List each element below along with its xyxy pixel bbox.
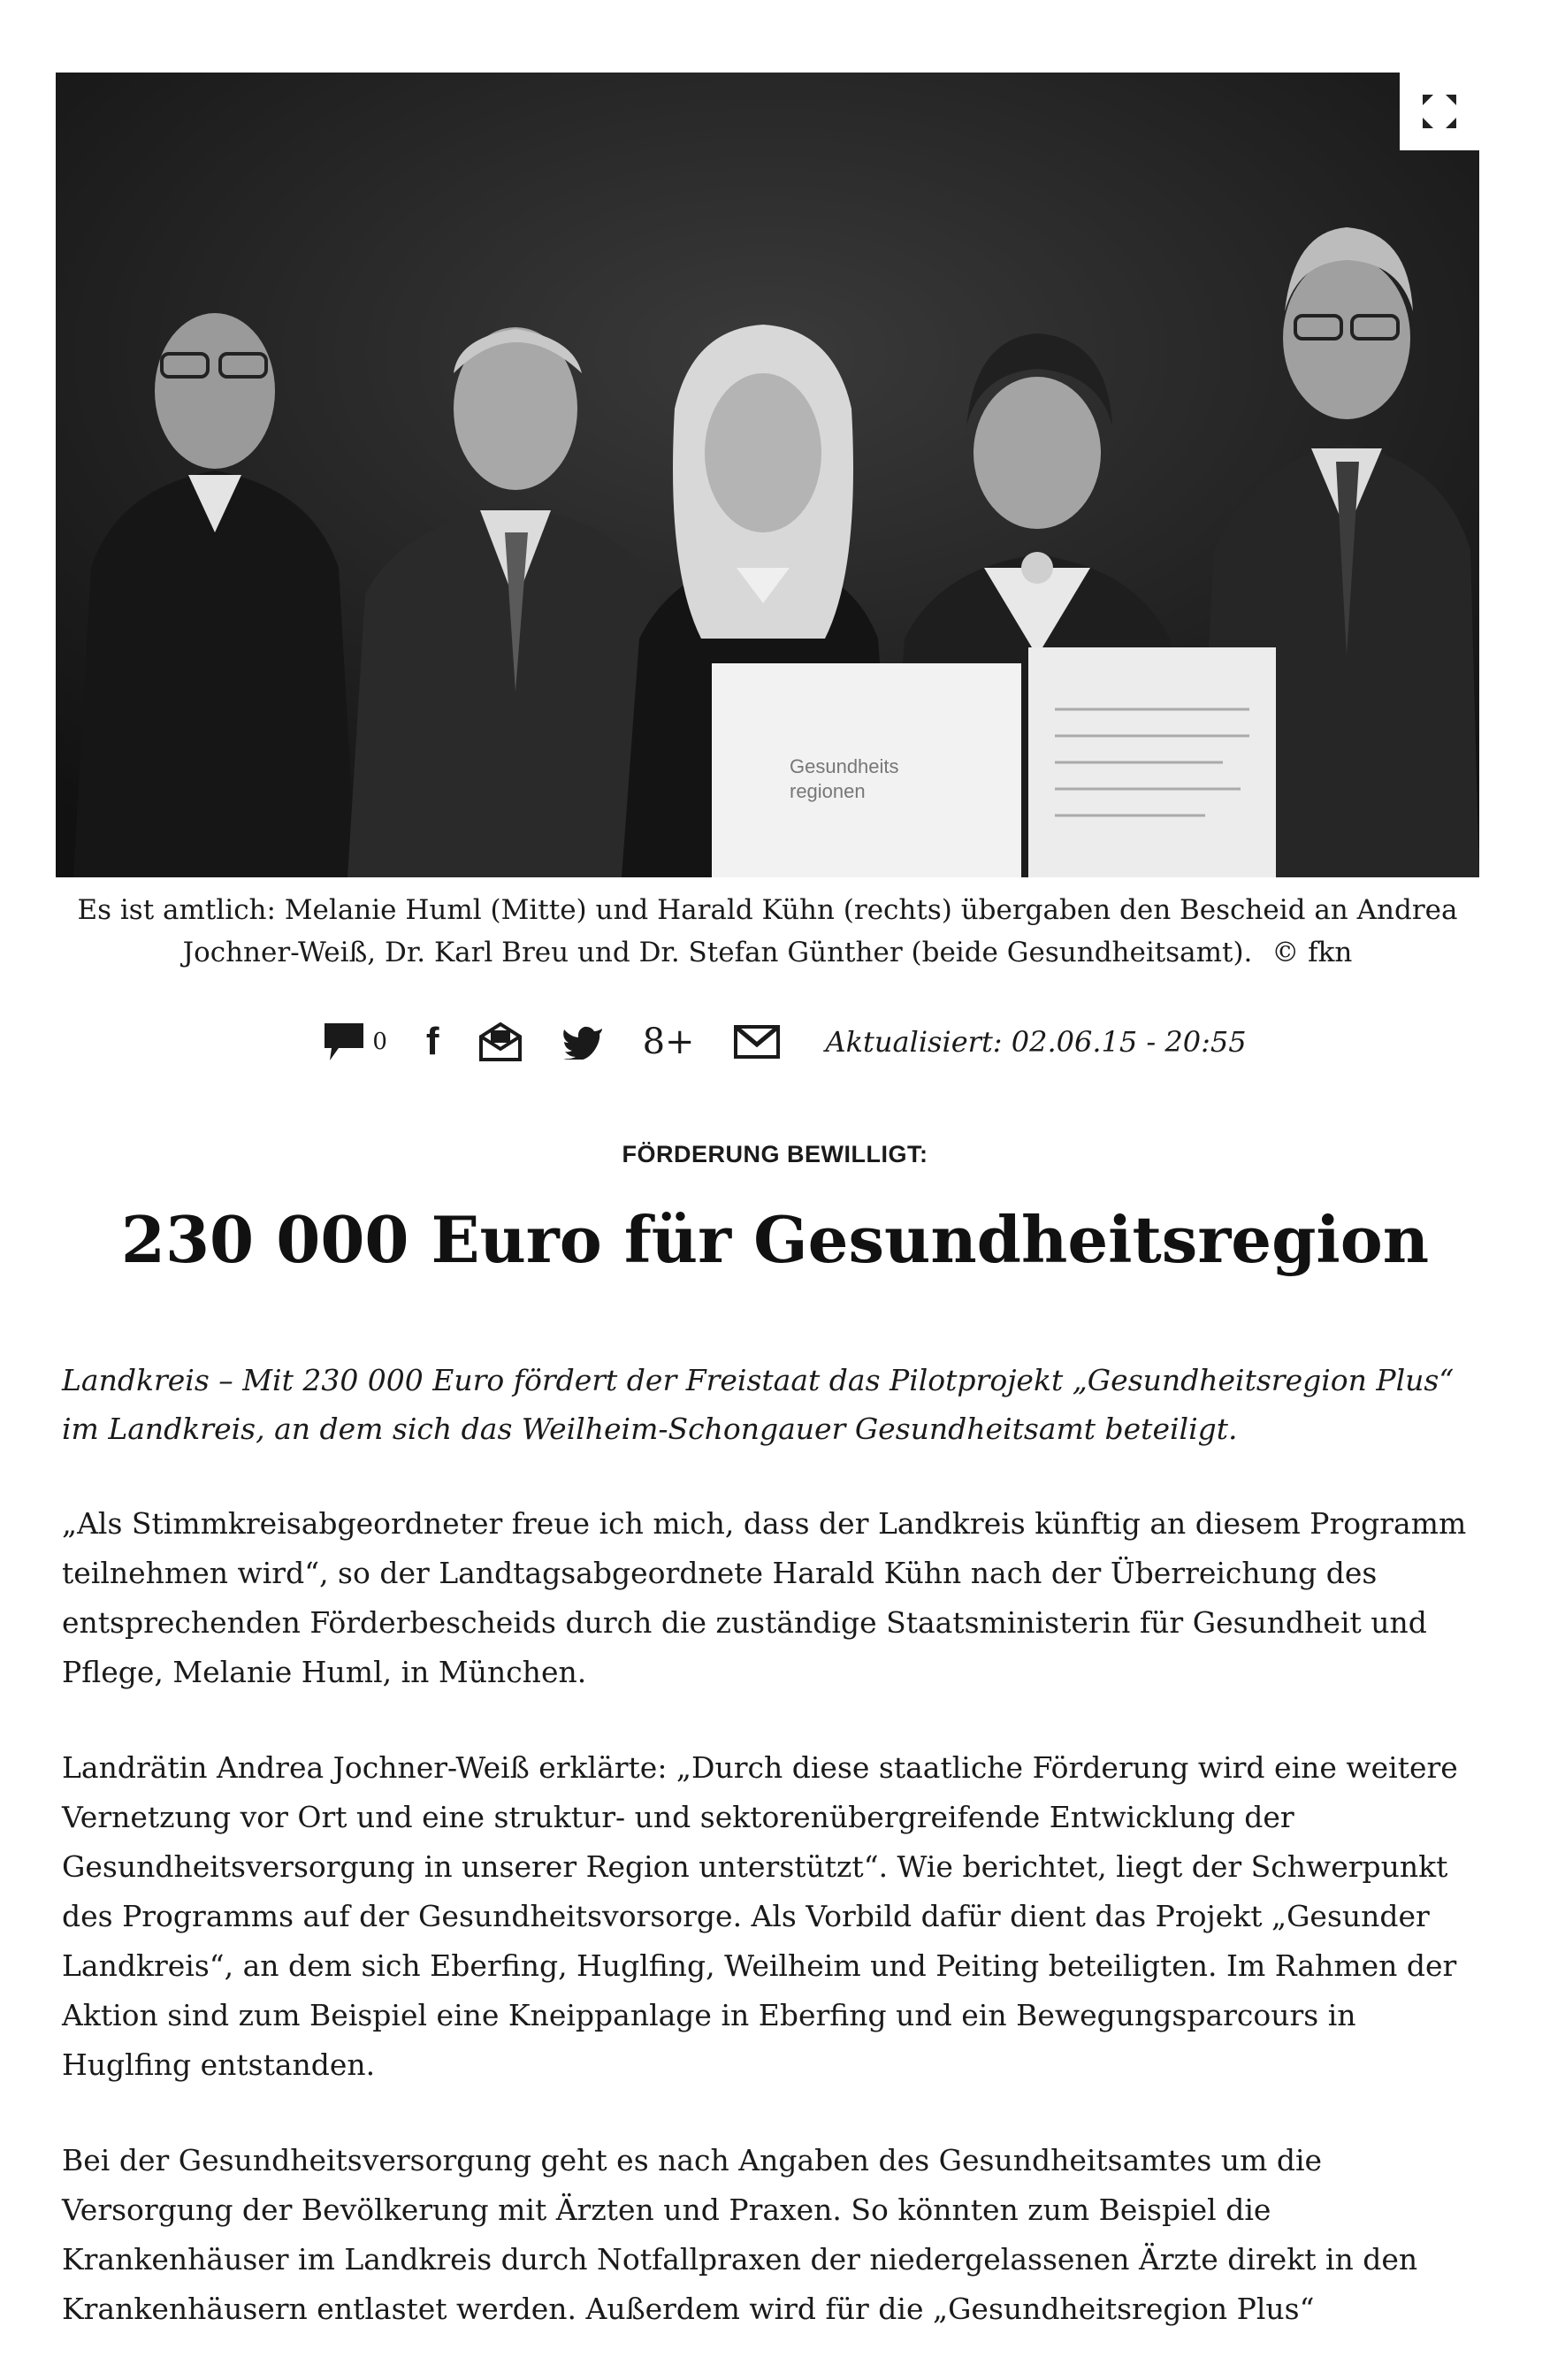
caption-text: Es ist amtlich: Melanie Huml (Mitte) und Harald Kühn (rechts) übergaben den Bescheid an Andrea Jochner-Weiß, Dr. Karl Breu und Dr. Stefan Günther (beide Gesundheitsamt). <box>77 894 1458 968</box>
mail-button[interactable] <box>734 1015 780 1068</box>
article-body <box>62 1356 1477 2380</box>
svg-text:regionen: regionen <box>790 780 866 802</box>
photo-credit: © fkn <box>1271 937 1353 968</box>
email-share-button[interactable] <box>478 1015 523 1068</box>
article-kicker: FÖRDERUNG BEWILLIGT: <box>622 1141 928 1167</box>
article-headline: 230 000 Euro für Gesundheitsregion <box>120 1202 1430 1277</box>
article-photo <box>56 73 1479 877</box>
article-lead: Landkreis – Mit 230 000 Euro fördert der Freistaat das Pilotprojekt „Gesundheitsregion Plus“ im Landkreis, an dem sich das Weilheim-Schongauer Gesundheitsamt beteiligt. <box>62 1363 1455 1446</box>
group-photo-illustration <box>56 73 1479 877</box>
facebook-share-button[interactable] <box>426 1015 439 1068</box>
email-share-icon <box>478 1022 523 1061</box>
comment-count: 0 <box>372 1029 387 1055</box>
twitter-share-button[interactable] <box>561 1015 604 1068</box>
share-bar <box>0 1015 1550 1068</box>
comment-icon <box>323 1022 365 1062</box>
facebook-icon: f <box>425 1020 439 1063</box>
svg-text:Gesundheits: Gesundheits <box>790 755 899 777</box>
google-plus-share-button[interactable] <box>643 1015 695 1068</box>
comments-button[interactable] <box>323 1015 387 1068</box>
photo-caption <box>56 889 1479 974</box>
mail-icon <box>734 1025 780 1059</box>
twitter-icon <box>561 1024 604 1060</box>
article-paragraph-2: Landrätin Andrea Jochner-Weiß erklärte: „Durch diese staatliche Förderung wird eine weitere Vernetzung vor Ort und eine struktur- und sektorenübergreifende Entwicklung der Gesundheitsversorgung in unserer Region unterstützt“. Wie berichtet, liegt der Schwerpunkt des Programms auf der Gesundheitsvorsorge. Als Vorbild dafür dient das Projekt „Gesunder Landkreis“, an dem sich Eberfing, Huglfing, Weilheim und Peiting beteiligten. Im Rahmen der Aktion sind zum Beispiel eine Kneippanlage in Eberfing und ein Bewegungsparcours in Huglfing entstanden. <box>62 1750 1458 2082</box>
article-paragraph-3: Bei der Gesundheitsversorgung geht es nach Angaben des Gesundheitsamtes um die Versorgung der Bevölkerung mit Ärzten und Praxen. So könnten zum Beispiel die Krankenhäuser im Landkreis durch Notfallpraxen der niedergelassenen Ärzte direkt in den Krankenhäusern entlastet werden. Außerdem wird für die „Gesundheitsregion Plus“ <box>62 2143 1418 2326</box>
fullscreen-icon <box>1417 89 1462 134</box>
updated-timestamp: Aktualisiert: 02.06.15 - 20:55 <box>825 1025 1247 1059</box>
article-paragraph-1: „Als Stimmkreisabgeordneter freue ich mich, dass der Landkreis künftig an diesem Programm teilnehmen wird“, so der Landtagsabgeordnete Harald Kühn nach der Überreichung des entsprechenden Förderbescheids durch die zuständige Staatsministerin für Gesundheit und Pflege, Melanie Huml, in München. <box>62 1506 1467 1689</box>
expand-image-button[interactable] <box>1400 73 1479 150</box>
google-plus-icon: 8+ <box>642 1022 695 1062</box>
certificate-left <box>712 663 1021 877</box>
certificate-right <box>1028 647 1276 877</box>
